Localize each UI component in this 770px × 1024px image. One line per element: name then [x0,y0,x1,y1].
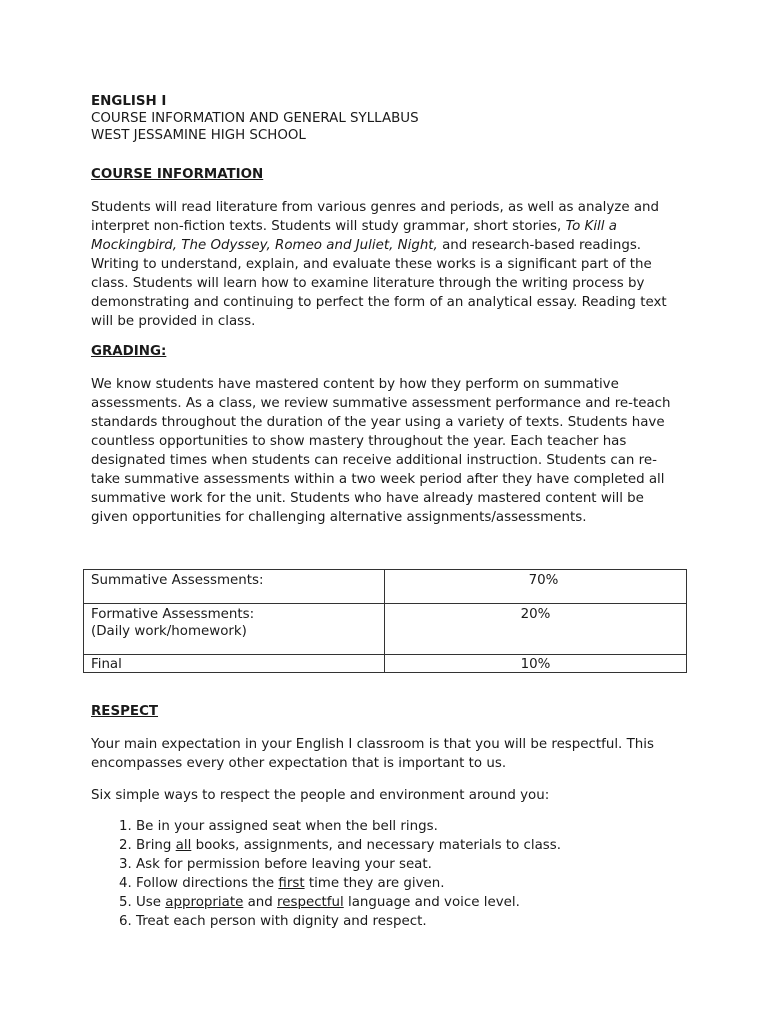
table-row [84,570,687,604]
respect-paragraph-2: Six simple ways to respect the people and environment around you: [91,788,550,803]
value-text: 70% [528,573,559,588]
list-item [136,893,691,912]
list-item: 6. Treat each person with dignity and respect. [136,912,691,931]
course-info-paragraph [91,198,687,331]
table-cell-value: 10% [385,655,687,673]
course-info-heading: COURSE INFORMATION [91,167,264,182]
item-underlined: appropriate [165,895,244,910]
item-text: and [243,895,278,910]
item-text: Bring [136,838,176,853]
course-info-titles: To Kill a Mockingbird, The Odyssey, Romeo and Juliet, Night, [91,219,617,253]
list-item [136,874,691,893]
school-name: WEST JESSAMINE HIGH SCHOOL [91,128,306,143]
grading-paragraph: We know students have mastered content by how they perform on summative assessments. As a class, we review summative assessment performance and re-teach standards throughout the duration of the year using a variety of texts. Students have countless opportunities to show mastery throughout the year. Each teacher has designated times when students can receive additional instruction. Students can re-take summative assessments within a two week period after they have completed all summative work for the unit. Students who have already mastered content will be given opportunities for challenging alternative assignments/assessments. [91,377,671,525]
item-text: time they are given. [304,876,445,891]
label-subtext: (Daily work/homework) [91,624,247,639]
table-row [84,604,687,655]
table-cell-label: Final [84,655,385,673]
table-cell-label [84,604,385,655]
course-info-text-b: and research-based readings. Writing to understand, explain, and evaluate these works is a significant part of the class. Students will learn how to examine literature through the writing process by demonstrating and continuing to perfect the form of an analytical essay. Reading text will be provided in class. [91,238,667,329]
label-text: Formative Assessments: [91,607,255,622]
course-title: ENGLISH I [91,94,167,109]
item-text: books, assignments, and necessary materials to class. [191,838,562,853]
item-text: Use [136,895,166,910]
respect-section [91,703,691,931]
table-row [84,655,687,673]
respect-list [91,817,691,931]
respect-paragraph-1: Your main expectation in your English I classroom is that you will be respectful. This encompasses every other expectation that is important to us. [91,737,654,771]
course-info-text-a: Students will read literature from various genres and periods, as well as analyze and interpret non-fiction texts. Students will study grammar, short stories, [91,200,660,234]
grading-heading: GRADING: [91,344,167,359]
item-underlined: respectful [277,895,344,910]
respect-heading: RESPECT [91,704,159,719]
syllabus-subtitle: COURSE INFORMATION AND GENERAL SYLLABUS [91,111,419,126]
item-text: Follow directions the [136,876,279,891]
table-cell-label: Summative Assessments: [84,570,385,604]
document-page [91,93,691,527]
item-underlined: first [278,876,305,891]
item-underlined: all [175,838,192,853]
list-item [136,836,691,855]
list-item: 3. Ask for permission before leaving your seat. [136,855,691,874]
grading-table [83,569,687,673]
list-item: 1. Be in your assigned seat when the bell rings. [136,817,691,836]
item-text: language and voice level. [343,895,520,910]
table-cell-value: 20% [385,604,687,655]
table-cell-value [385,570,687,604]
